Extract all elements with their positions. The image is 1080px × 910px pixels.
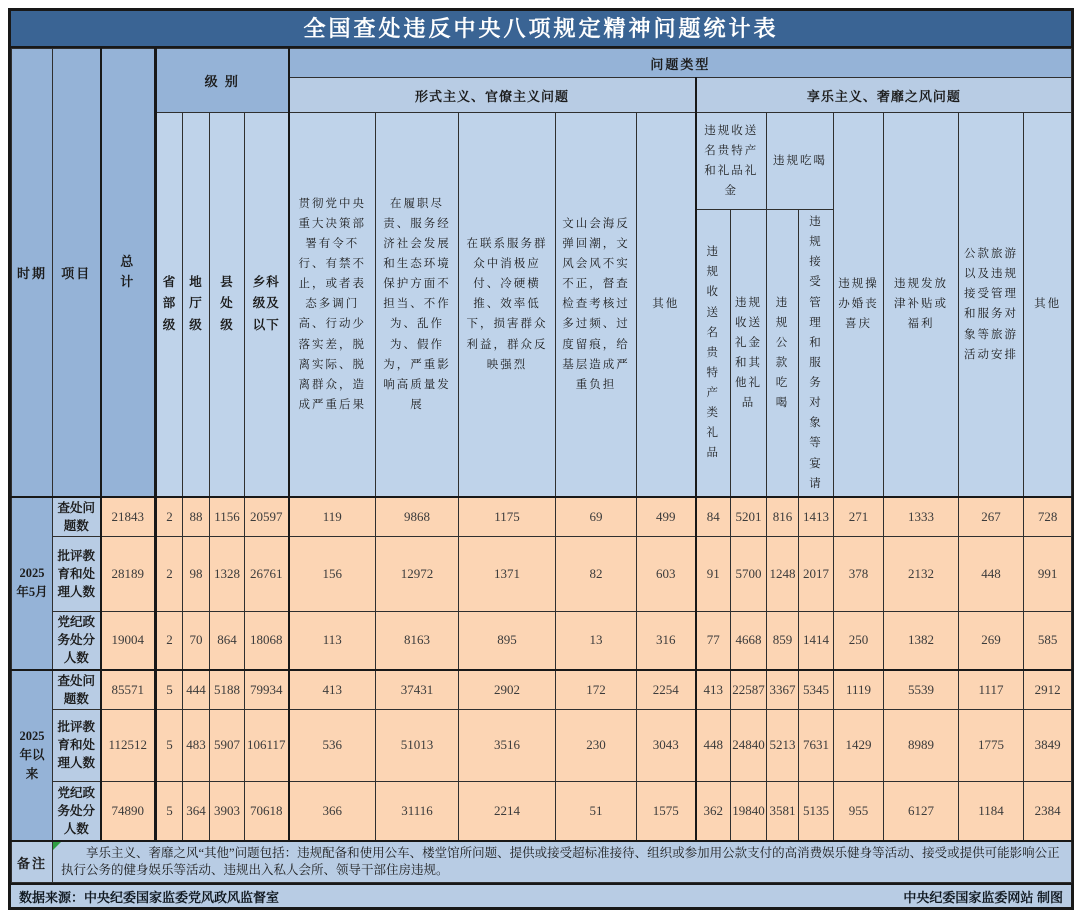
data-cell: 79934 xyxy=(245,670,289,710)
data-cell: 267 xyxy=(959,497,1024,537)
row-label: 查处问题数 xyxy=(53,497,101,537)
header-formalism-group: 形式主义、官僚主义问题 xyxy=(289,78,696,113)
footer-bar xyxy=(11,883,1071,907)
data-cell: 364 xyxy=(183,781,210,841)
page-title: 全国查处违反中央八项规定精神问题统计表 xyxy=(11,11,1071,48)
data-cell: 3043 xyxy=(637,709,696,781)
data-cell: 499 xyxy=(637,497,696,537)
data-cell: 230 xyxy=(556,709,637,781)
data-cell: 5907 xyxy=(210,709,245,781)
data-cell: 7631 xyxy=(799,709,834,781)
data-cell: 1775 xyxy=(959,709,1024,781)
data-cell: 21843 xyxy=(101,497,156,537)
data-cell: 2254 xyxy=(637,670,696,710)
header-formalism-col-3: 在联系服务群众中消极应付、冷硬横推、效率低下，损害群众利益，群众反映强烈 xyxy=(459,113,556,497)
header-gifts-specialty: 违规收送名贵特产类礼品 xyxy=(696,210,731,497)
row-label: 查处问题数 xyxy=(53,670,101,710)
data-cell: 1328 xyxy=(210,537,245,612)
table-row xyxy=(12,709,1072,781)
header-level-county: 县处级 xyxy=(210,113,245,497)
data-cell: 172 xyxy=(556,670,637,710)
data-cell: 864 xyxy=(210,612,245,670)
data-cell: 444 xyxy=(183,670,210,710)
data-cell: 5539 xyxy=(884,670,959,710)
data-cell: 1382 xyxy=(884,612,959,670)
data-cell: 1117 xyxy=(959,670,1024,710)
data-cell: 3903 xyxy=(210,781,245,841)
data-cell: 1575 xyxy=(637,781,696,841)
header-level-group: 级 别 xyxy=(156,49,289,113)
data-cell: 991 xyxy=(1024,537,1072,612)
data-cell: 378 xyxy=(834,537,884,612)
header-dining-group: 违规吃喝 xyxy=(767,113,834,210)
data-cell: 82 xyxy=(556,537,637,612)
header-formalism-col-4: 文山会海反弹回潮，文风会风不实不正，督查检查考核过多过频、过度留痕，给基层造成严重负担 xyxy=(556,113,637,497)
row-label: 党纪政务处分人数 xyxy=(53,612,101,670)
header-total: 总计 xyxy=(101,49,156,497)
data-cell: 895 xyxy=(459,612,556,670)
data-cell: 1429 xyxy=(834,709,884,781)
header-formalism-other: 其他 xyxy=(637,113,696,497)
data-cell: 85571 xyxy=(101,670,156,710)
data-cell: 12972 xyxy=(376,537,459,612)
data-cell: 483 xyxy=(183,709,210,781)
header-item: 项目 xyxy=(53,49,101,497)
row-label: 党纪政务处分人数 xyxy=(53,781,101,841)
header-problem-type: 问题类型 xyxy=(289,49,1072,78)
data-cell: 51 xyxy=(556,781,637,841)
data-cell: 1414 xyxy=(799,612,834,670)
data-cell: 271 xyxy=(834,497,884,537)
data-cell: 19840 xyxy=(731,781,767,841)
header-formalism-col-1: 贯彻党中央重大决策部署有令不行、有禁不止，或者表态多调门高、行动少落实差，脱离实际、脱离群众，造成严重后果 xyxy=(289,113,376,497)
header-dining-banquet: 违规接受管理和服务对象等宴请 xyxy=(799,210,834,497)
data-cell: 5135 xyxy=(799,781,834,841)
data-cell: 5 xyxy=(156,709,183,781)
credit-text: 中央纪委国家监委网站 制图 xyxy=(903,889,1063,905)
data-cell: 250 xyxy=(834,612,884,670)
data-cell: 448 xyxy=(696,709,731,781)
data-cell: 24840 xyxy=(731,709,767,781)
data-cell: 859 xyxy=(767,612,799,670)
header-gifts-money: 违规收送礼金和其他礼品 xyxy=(731,210,767,497)
remark-row xyxy=(12,841,1072,883)
data-cell: 5345 xyxy=(799,670,834,710)
remark-content: 享乐主义、奢靡之风“其他”问题包括：违规配备和使用公车、楼堂馆所问题、提供或接受超标准接待、组织或参加用公款支付的高消费娱乐健身等活动、接受或提供可能影响公正执行公务的健身娱乐等活动、违规出入私人会所、领导干部住房违规。 xyxy=(61,846,1060,878)
data-cell: 18068 xyxy=(245,612,289,670)
data-cell: 2132 xyxy=(884,537,959,612)
header-hedonism-group: 享乐主义、奢靡之风问题 xyxy=(696,78,1072,113)
data-cell: 70618 xyxy=(245,781,289,841)
data-cell: 69 xyxy=(556,497,637,537)
data-cell: 1184 xyxy=(959,781,1024,841)
header-dining-public-funds: 违规公款吃喝 xyxy=(767,210,799,497)
header-level-township: 乡科级及以下 xyxy=(245,113,289,497)
data-cell: 5201 xyxy=(731,497,767,537)
data-cell: 6127 xyxy=(884,781,959,841)
data-cell: 156 xyxy=(289,537,376,612)
data-cell: 1248 xyxy=(767,537,799,612)
remark-label: 备注 xyxy=(12,841,53,883)
data-cell: 955 xyxy=(834,781,884,841)
row-label: 批评教育和处理人数 xyxy=(53,709,101,781)
data-cell: 2 xyxy=(156,497,183,537)
data-cell: 2384 xyxy=(1024,781,1072,841)
data-cell: 536 xyxy=(289,709,376,781)
data-cell: 20597 xyxy=(245,497,289,537)
data-cell: 413 xyxy=(289,670,376,710)
data-cell: 4668 xyxy=(731,612,767,670)
data-cell: 1156 xyxy=(210,497,245,537)
data-cell: 98 xyxy=(183,537,210,612)
data-cell: 585 xyxy=(1024,612,1072,670)
period-label: 2025年以来 xyxy=(12,670,53,842)
data-cell: 3581 xyxy=(767,781,799,841)
data-cell: 88 xyxy=(183,497,210,537)
header-hedonism-other: 其他 xyxy=(1024,113,1072,497)
table-row xyxy=(12,781,1072,841)
data-cell: 1333 xyxy=(884,497,959,537)
data-cell: 119 xyxy=(289,497,376,537)
data-cell: 1119 xyxy=(834,670,884,710)
data-cell: 77 xyxy=(696,612,731,670)
data-cell: 8163 xyxy=(376,612,459,670)
data-cell: 1413 xyxy=(799,497,834,537)
header-level-prefecture: 地厅级 xyxy=(183,113,210,497)
table-row xyxy=(12,670,1072,710)
data-cell: 91 xyxy=(696,537,731,612)
statistics-sheet xyxy=(8,8,1074,910)
row-label: 批评教育和处理人数 xyxy=(53,537,101,612)
data-cell: 113 xyxy=(289,612,376,670)
data-cell: 603 xyxy=(637,537,696,612)
data-cell: 3516 xyxy=(459,709,556,781)
data-cell: 70 xyxy=(183,612,210,670)
data-cell: 362 xyxy=(696,781,731,841)
data-source-text: 数据来源：中央纪委国家监委党风政风监督室 xyxy=(19,889,280,905)
data-cell: 448 xyxy=(959,537,1024,612)
header-wedding-funeral: 违规操办婚丧喜庆 xyxy=(834,113,884,497)
data-cell: 26761 xyxy=(245,537,289,612)
data-cell: 37431 xyxy=(376,670,459,710)
data-cell: 2902 xyxy=(459,670,556,710)
data-cell: 112512 xyxy=(101,709,156,781)
header-allowances: 违规发放津补贴或福利 xyxy=(884,113,959,497)
data-cell: 2 xyxy=(156,537,183,612)
data-cell: 106117 xyxy=(245,709,289,781)
data-cell: 3367 xyxy=(767,670,799,710)
data-cell: 5213 xyxy=(767,709,799,781)
header-period: 时期 xyxy=(12,49,53,497)
header-gifts-group: 违规收送名贵特产和礼品礼金 xyxy=(696,113,767,210)
data-cell: 2 xyxy=(156,612,183,670)
data-cell: 816 xyxy=(767,497,799,537)
statistics-table xyxy=(11,48,1072,883)
data-cell: 269 xyxy=(959,612,1024,670)
data-cell: 5 xyxy=(156,781,183,841)
table-row xyxy=(12,612,1072,670)
header-level-province: 省部级 xyxy=(156,113,183,497)
data-cell: 2017 xyxy=(799,537,834,612)
data-cell: 5700 xyxy=(731,537,767,612)
data-cell: 5 xyxy=(156,670,183,710)
data-cell: 8989 xyxy=(884,709,959,781)
data-cell: 13 xyxy=(556,612,637,670)
data-cell: 9868 xyxy=(376,497,459,537)
data-cell: 3849 xyxy=(1024,709,1072,781)
header-formalism-col-2: 在履职尽责、服务经济社会发展和生态环境保护方面不担当、不作为、乱作为、假作为，严重影响高质量发展 xyxy=(376,113,459,497)
period-label: 2025年5月 xyxy=(12,497,53,670)
data-cell: 84 xyxy=(696,497,731,537)
data-cell: 1175 xyxy=(459,497,556,537)
data-cell: 728 xyxy=(1024,497,1072,537)
remark-text xyxy=(53,841,1072,883)
data-cell: 2912 xyxy=(1024,670,1072,710)
data-cell: 5188 xyxy=(210,670,245,710)
data-cell: 74890 xyxy=(101,781,156,841)
data-cell: 19004 xyxy=(101,612,156,670)
data-cell: 31116 xyxy=(376,781,459,841)
data-cell: 366 xyxy=(289,781,376,841)
data-cell: 51013 xyxy=(376,709,459,781)
data-cell: 413 xyxy=(696,670,731,710)
data-cell: 1371 xyxy=(459,537,556,612)
data-cell: 28189 xyxy=(101,537,156,612)
data-cell: 22587 xyxy=(731,670,767,710)
excel-corner-marker-icon xyxy=(53,842,61,850)
table-row xyxy=(12,537,1072,612)
data-cell: 316 xyxy=(637,612,696,670)
table-row xyxy=(12,497,1072,537)
data-cell: 2214 xyxy=(459,781,556,841)
header-public-travel: 公款旅游以及违规接受管理和服务对象等旅游活动安排 xyxy=(959,113,1024,497)
